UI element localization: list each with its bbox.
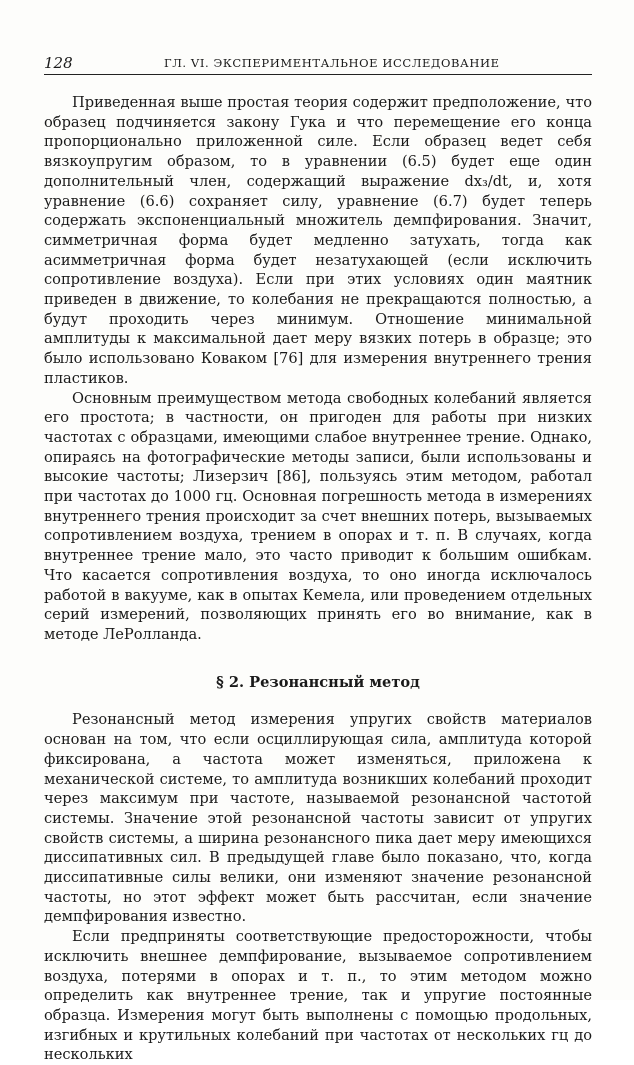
section-paragraph-1: Резонансный метод измерения упругих свойств материалов основан на том, что если осциллирующая сила, амплитуда которой фиксирована, а частота может изменяться, приложена к механической системе, то амплитуда возникших колебаний проходит через максимум при частоте, называемой резонансной частотой системы. Значение этой резонансной частоты зависит от упругих свойств системы, а ширина резонансного пика дает меру имеющихся диссипативных сил. В предыдущей главе было показано, что, когда диссипативные силы велики, они изменяют значение резонансной частоты, но этот эффект может быть рассчитан, если значение демпфирования известно. bbox=[44, 711, 592, 926]
section-heading: § 2. Резонансный метод bbox=[216, 673, 420, 691]
paragraph-2: Основным преимуществом метода свободных колебаний является его простота; в частности, он пригоден для работы при низких частотах с образцами, имеющими слабое внутреннее трение. Однако, опираясь на фотографические методы записи, были использованы и высокие частоты; Лизерзич [86], пользуясь этим методом, работал при частотах до 1000 гц. Основная погрешность метода в измерениях внутреннего трения происходит за счет внешних потерь, вызываемых сопротивлением воздуха, трением в опорах и т. п. В случаях, когда внутреннее трение мало, это часто приводит к большим ошибкам. Что касается сопротивления воздуха, то оно иногда исключалось работой в вакууме, как в опытах Кемела, или проведением отдельных серий измерений, позволяющих принять его во внимание, как в методе ЛеРолланда. bbox=[44, 389, 592, 643]
chapter-title: ГЛ. VI. ЭКСПЕРИМЕНТАЛЬНОЕ ИССЛЕДОВАНИЕ bbox=[164, 56, 500, 70]
section-paragraph-2: Если предприняты соответствующие предосторожности, чтобы исключить внешнее демпфирование, вызываемое сопротивлением воздуха, потерями в опорах и т. п., то этим методом можно определить как внутреннее трение, так и упругие постоянные образца. Измерения могут быть выполнены с помощью продольных, изгибных и крутильных колебаний при частотах от нескольких гц до нескольких bbox=[44, 928, 592, 1064]
running-header bbox=[44, 52, 592, 75]
paragraph-1: Приведенная выше простая теория содержит предположение, что образец подчиняется закону Гука и что перемещение его конца пропорционально приложенной силе. Если образец ведет себя вязкоупругим образом, то в уравнении (6.5) будет еще один дополнительный член, содержащий выражение dx₃/dt, и, хотя уравнение (6.6) сохраняет силу, уравнение (6.7) будет теперь содержать экспоненциальный множитель демпфирования. Значит, симметричная форма будет медленно затухать, тогда как асимметричная форма будет незатухающей (если исключить сопротивление воздуха). Если при этих условиях один маятник приведен в движение, то колебания не прекращаются полностью, а будут проходить через минимум. Отношение минимальной амплитуды к максимальной дает меру вязких потерь в образце; это было использовано Коваком [76] для измерения внутреннего трения пластиков. bbox=[44, 94, 592, 387]
page-number: 128 bbox=[44, 54, 73, 72]
body-text bbox=[44, 93, 592, 1065]
